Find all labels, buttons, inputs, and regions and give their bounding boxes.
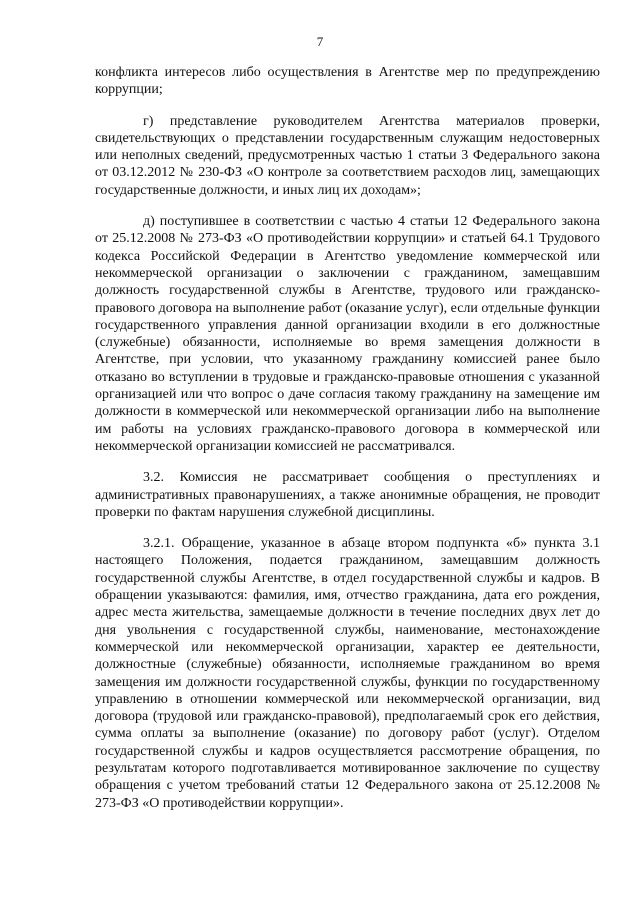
paragraph-item-d: д) поступившее в соответствии с частью 4 статьи 12 Федерального закона от 25.12.2008 № 273-ФЗ «О противодействии коррупции» и статьей 64.1 Трудового кодекса Российской Федерации в Агентство уведомление коммерческой или некоммерческой организации о заключении с гражданином, замещавшим должность государственной службы в Агентстве, трудового или гражданско-правового договора на выполнение работ (оказание услуг), если отдельные функции государственного управления данной организации входили в его должностные (служебные) обязанности, исполняемые во время замещения должности в Агентстве, при условии, что указанному гражданину комиссией ранее было отказано во вступлении в трудовые и гражданско-правовые отношения с указанной организацией или что вопрос о даче согласия такому гражданину на замещение им должности в коммерческой или некоммерческой организации либо на выполнение им работы на условиях гражданско-правового договора в коммерческой или некоммерческой организации комиссией не рассматривался. (95, 214, 600, 454)
paragraph-continuation: конфликта интересов либо осуществления в Агентстве мер по предупреждению коррупции; (95, 65, 600, 98)
document-body (95, 64, 600, 826)
paragraph-3-2: 3.2. Комиссия не рассматривает сообщения о преступлениях и административных правонарушениях, а также анонимные обращения, не проводит проверки по фактам нарушения служебной дисциплины. (95, 470, 600, 520)
paragraph-3-2-1: 3.2.1. Обращение, указанное в абзаце втором подпункта «б» пункта 3.1 настоящего Положения, подается гражданином, замещавшим должность государственной службы Агентстве, в отдел государственной службы и кадров. В обращении указываются: фамилия, имя, отчество гражданина, дата его рождения, адрес места жительства, замещаемые должности в течение последних двух лет до дня увольнения с государственной службы, наименование, местонахождение коммерческой или некоммерческой организации, характер ее деятельности, должностные (служебные) обязанности, исполняемые гражданином во время замещения им должности государственной службы, функции по государственному управлению в отношении коммерческой или некоммерческой организации, вид договора (трудовой или гражданско-правовой), предполагаемый срок его действия, сумма оплаты за выполнение (оказание) по договору работ (услуг). Отделом государственной службы и кадров осуществляется рассмотрение обращения, по результатам которого подготавливается мотивированное заключение по существу обращения с учетом требований статьи 12 Федерального закона от 25.12.2008 № 273-ФЗ «О противодействии коррупции». (95, 536, 600, 811)
page-number: 7 (316, 34, 324, 49)
paragraph-item-g: г) представление руководителем Агентства материалов проверки, свидетельствующих о представлении государственным служащим недостоверных или неполных сведений, предусмотренных частью 1 статьи 3 Федерального закона от 03.12.2012 № 230-ФЗ «О контроле за соответствием расходов лиц, замещающих государственные должности, и иных лиц их доходам»; (95, 113, 600, 198)
